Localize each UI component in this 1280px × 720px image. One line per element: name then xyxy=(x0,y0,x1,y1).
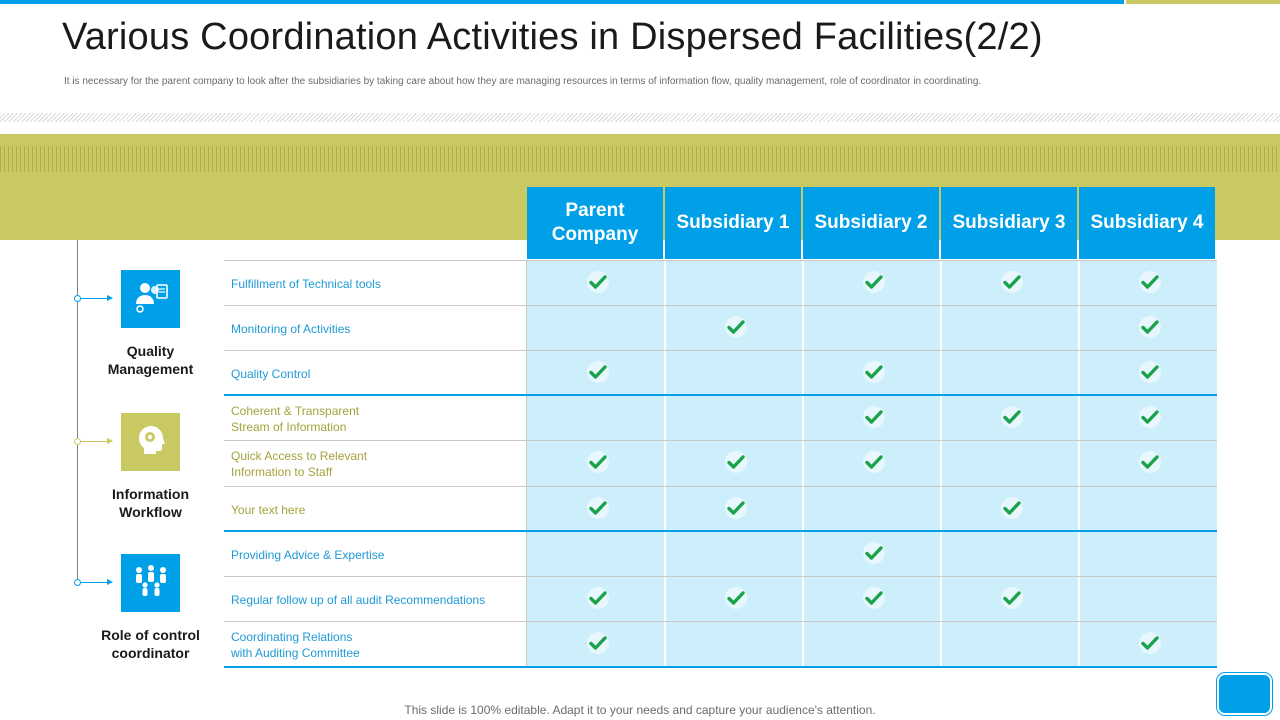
row-label: Regular follow up of all audit Recommendations xyxy=(231,592,486,607)
row-label: Providing Advice & Expertise xyxy=(231,547,385,562)
green-band-stripes xyxy=(0,146,1280,172)
check-icon xyxy=(999,585,1025,611)
row-label: Quick Access to Relevant Information to Staff xyxy=(231,448,368,479)
check-icon xyxy=(723,314,749,340)
row-label: Coherent & Transparent Stream of Information xyxy=(231,403,360,434)
check-icon xyxy=(1137,449,1163,475)
category-icon-box xyxy=(121,270,180,328)
column-divider xyxy=(664,260,666,668)
check-icon xyxy=(1137,269,1163,295)
row-label: Coordinating Relations with Auditing Committee xyxy=(231,629,360,660)
check-icon xyxy=(1137,630,1163,656)
row-label: Fulfillment of Technical tools xyxy=(231,276,381,291)
top-accent-bar-green xyxy=(1126,0,1280,4)
check-icon xyxy=(999,404,1025,430)
check-icon xyxy=(585,359,611,385)
timeline-arrow xyxy=(81,441,112,442)
category-label: Information Workflow xyxy=(112,486,189,520)
check-icon xyxy=(861,449,887,475)
check-icon xyxy=(1137,404,1163,430)
hatch-divider xyxy=(0,113,1280,122)
slide-title: Various Coordination Activities in Dispersed Facilities(2/2) xyxy=(62,16,1043,58)
category-label: Role of control coordinator xyxy=(101,627,200,661)
column-header: Parent Company xyxy=(527,187,663,259)
check-icon xyxy=(723,449,749,475)
check-icon xyxy=(1137,314,1163,340)
table-left-border xyxy=(526,260,527,668)
check-icon xyxy=(723,495,749,521)
check-icon xyxy=(861,404,887,430)
column-divider xyxy=(802,260,804,668)
row-label: Monitoring of Activities xyxy=(231,321,351,336)
check-icon xyxy=(861,585,887,611)
slide-subtitle: It is necessary for the parent company to look after the subsidiaries by taking care about how they are managing resources in terms of information flow, quality management, role of coordinator in coordinating. xyxy=(64,76,982,87)
column-header: Subsidiary 3 xyxy=(941,187,1077,259)
check-icon xyxy=(1137,359,1163,385)
check-icon xyxy=(861,540,887,566)
check-icon xyxy=(999,495,1025,521)
column-divider xyxy=(1078,260,1080,668)
check-icon xyxy=(585,495,611,521)
top-accent-bar-blue xyxy=(0,0,1124,4)
gear-head-icon xyxy=(131,420,171,465)
column-header: Subsidiary 2 xyxy=(803,187,939,259)
column-divider xyxy=(940,260,942,668)
check-icon xyxy=(861,359,887,385)
check-icon xyxy=(999,269,1025,295)
check-icon xyxy=(585,585,611,611)
timeline-arrow xyxy=(81,298,112,299)
timeline-dot xyxy=(74,438,81,445)
column-header: Subsidiary 1 xyxy=(665,187,801,259)
column-header: Subsidiary 4 xyxy=(1079,187,1215,259)
check-icon xyxy=(723,585,749,611)
check-icon xyxy=(585,269,611,295)
check-icon xyxy=(861,269,887,295)
row-label: Quality Control xyxy=(231,366,311,381)
row-label: Your text here xyxy=(231,502,306,517)
people-network-icon xyxy=(130,561,172,606)
timeline-arrow xyxy=(81,582,112,583)
corner-button[interactable] xyxy=(1217,673,1272,715)
business-team-icon xyxy=(131,277,171,322)
check-icon xyxy=(585,449,611,475)
timeline-dot xyxy=(74,579,81,586)
category-label: Quality Management xyxy=(107,343,194,377)
timeline-line xyxy=(77,240,78,585)
slide-footer: This slide is 100% editable. Adapt it to your needs and capture your audience's attention. xyxy=(404,703,876,717)
category-icon-box xyxy=(121,554,180,612)
timeline-dot xyxy=(74,295,81,302)
check-icon xyxy=(585,630,611,656)
category-icon-box xyxy=(121,413,180,471)
